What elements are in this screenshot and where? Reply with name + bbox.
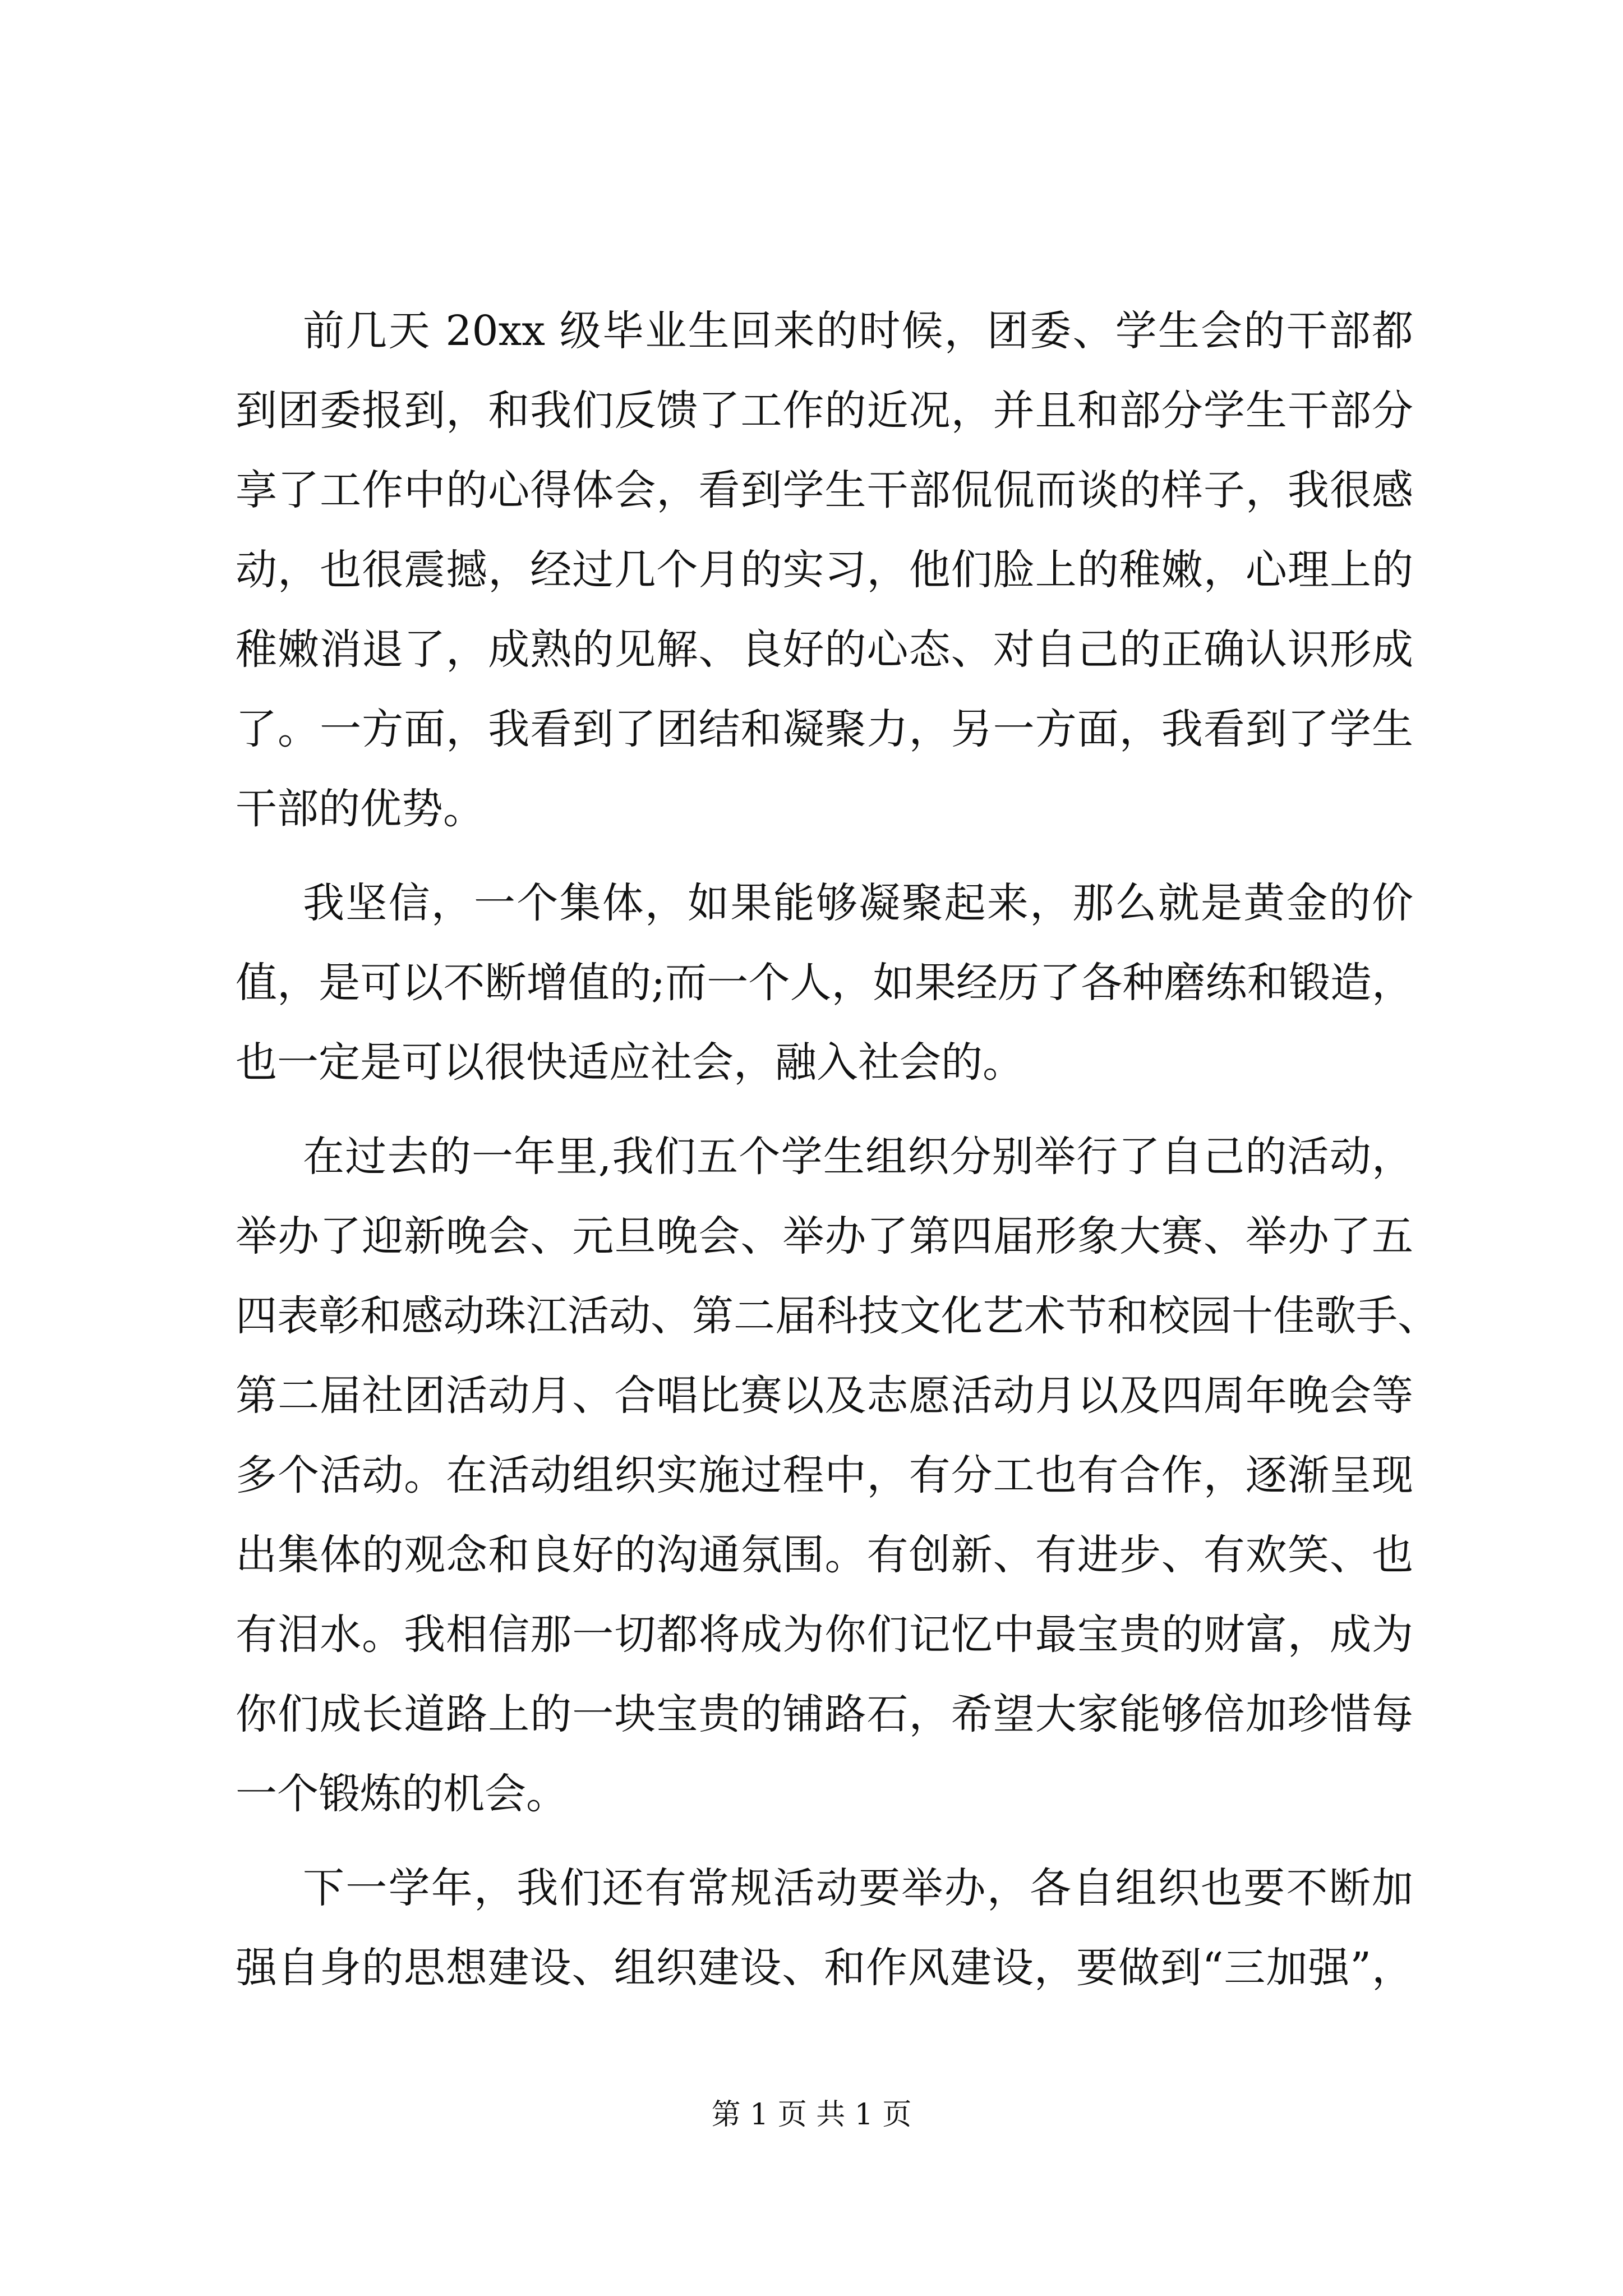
paragraph-2-line-3: 也一定是可以很快适应社会，融入社会的。 [236, 1038, 1024, 1087]
paragraph-3-line-3: 四表彰和感动珠江活动、第二届科技文化艺术节和校园十佳歌手、 [236, 1292, 1439, 1340]
paragraph-4-line-1: 下一学年，我们还有常规活动要举办，各自组织也要不断加 [303, 1864, 1413, 1912]
paragraph-3-line-7: 有泪水。我相信那一切都将成为你们记忆中最宝贵的财富，成为 [236, 1611, 1413, 1659]
paragraph-4-line-2: 强自身的思想建设、组织建设、和作风建设，要做到“三加强”， [236, 1944, 1413, 1992]
paragraph-2-line-1: 我坚信，一个集体，如果能够凝聚起来，那么就是黄金的价 [303, 879, 1413, 927]
paragraph-1-line-1: 前几天 20xx 级毕业生回来的时候，团委、学生会的干部都 [303, 307, 1413, 355]
paragraph-1-line-5: 稚嫩消退了，成熟的见解、良好的心态、对自己的正确认识形成 [236, 625, 1413, 674]
page-number-footer: 第 1 页 共 1 页 [711, 2098, 912, 2132]
paragraph-1-line-6: 了。一方面，我看到了团结和凝聚力，另一方面，我看到了学生 [236, 705, 1413, 753]
paragraph-3-line-2: 举办了迎新晚会、元旦晚会、举办了第四届形象大赛、举办了五 [236, 1212, 1413, 1260]
paragraph-1-line-4: 动，也很震撼，经过几个月的实习，他们脸上的稚嫩，心理上的 [236, 546, 1413, 594]
paragraph-3-line-1: 在过去的一年里,我们五个学生组织分别举行了自己的活动， [303, 1133, 1413, 1181]
paragraph-3-line-8: 你们成长道路上的一块宝贵的铺路石，希望大家能够倍加珍惜每 [236, 1690, 1413, 1738]
paragraph-3-line-9: 一个锻炼的机会。 [236, 1770, 568, 1818]
paragraph-1-line-2: 到团委报到，和我们反馈了工作的近况，并且和部分学生干部分 [236, 386, 1413, 435]
paragraph-1-line-7: 干部的优势。 [236, 785, 485, 833]
paragraph-3-line-4: 第二届社团活动月、合唱比赛以及志愿活动月以及四周年晚会等 [236, 1372, 1413, 1420]
paragraph-3-line-5: 多个活动。在活动组织实施过程中，有分工也有合作，逐渐呈现 [236, 1451, 1413, 1499]
paragraph-1-line-3: 享了工作中的心得体会，看到学生干部侃侃而谈的样子，我很感 [236, 466, 1413, 514]
paragraph-2-line-2: 值，是可以不断增值的;而一个人，如果经历了各种磨练和锻造， [236, 959, 1413, 1007]
paragraph-3-line-6: 出集体的观念和良好的沟通氛围。有创新、有进步、有欢笑、也 [236, 1531, 1413, 1579]
